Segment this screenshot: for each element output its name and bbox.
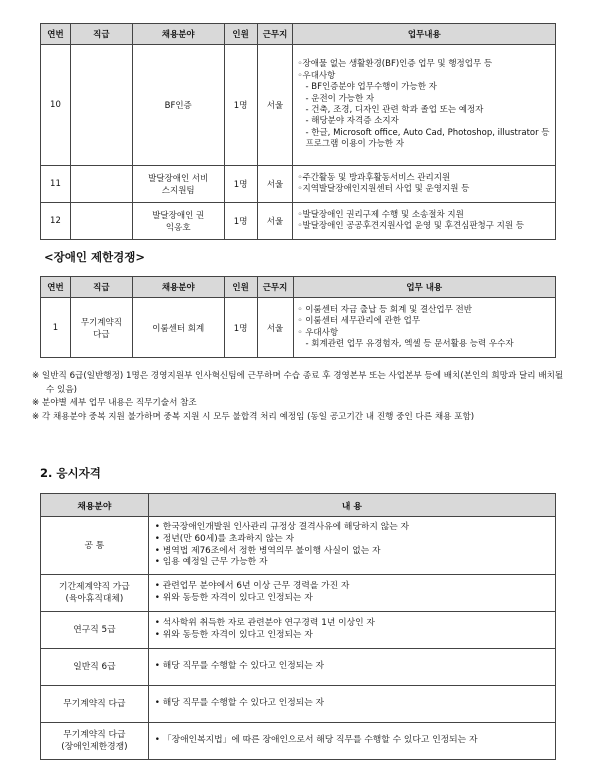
qual-content bbox=[148, 686, 555, 723]
row-count: 1명 bbox=[224, 203, 257, 240]
row-no: 11 bbox=[41, 166, 71, 203]
qual-field-label: 무기계약직 다급 bbox=[63, 699, 126, 709]
row-place: 서울 bbox=[257, 298, 293, 358]
row-field: BF인증 bbox=[132, 45, 224, 166]
table-row bbox=[41, 45, 556, 166]
row-place: 서울 bbox=[257, 45, 293, 166]
row-count: 1명 bbox=[224, 298, 257, 358]
qual-item: • 관련업무 분야에서 6년 이상 근무 경력을 가진 자 bbox=[154, 581, 350, 592]
qual-field bbox=[41, 649, 149, 686]
qual-item: • 한국장애인개발원 인사관리 규정상 결격사유에 해당하지 않는 자 bbox=[154, 522, 410, 533]
header-count: 인원 bbox=[224, 277, 257, 298]
qual-field bbox=[41, 517, 149, 575]
table-row bbox=[41, 575, 556, 612]
note-item: ※ 분야별 세부 업무 내용은 직무기술서 참조 bbox=[32, 398, 197, 408]
row-field: 발달장애인 서비스지원팀 bbox=[132, 166, 224, 203]
qual-item: • 석사학위 취득한 자로 관련분야 연구경력 1년 이상인 자 bbox=[154, 618, 375, 629]
duty-line: ◦ 이룸센터 자금 출납 등 회계 및 결산업무 전반 bbox=[297, 304, 472, 315]
row-duties bbox=[293, 203, 556, 240]
qual-field-label: 기간제계약직 가급 bbox=[59, 582, 130, 592]
row-no: 1 bbox=[41, 298, 71, 358]
qual-content bbox=[148, 517, 555, 575]
row-duties bbox=[293, 166, 556, 203]
duty-line: - BF인증분야 업무수행이 가능한 자 bbox=[305, 82, 437, 93]
notes-block bbox=[32, 370, 564, 424]
row-no: 10 bbox=[41, 45, 71, 166]
table-row bbox=[41, 612, 556, 649]
table-row bbox=[41, 723, 556, 760]
duty-line: ◦ 우대사항 bbox=[297, 327, 339, 338]
header-no: 연번 bbox=[41, 24, 71, 45]
qual-item: • 「장애인복지법」에 따른 장애인으로서 해당 직무를 수행할 수 있다고 인정되는 자 bbox=[154, 735, 478, 746]
qual-field bbox=[41, 612, 149, 649]
row-duties bbox=[293, 298, 556, 358]
duty-line: ◦발달장애인 공공후견지원사업 운영 및 후견심판청구 지원 등 bbox=[297, 221, 524, 231]
note-item: ※ 각 채용분야 중복 지원 불가하며 중복 지원 시 모두 불합격 처리 예정임 (동일 공고기간 내 진행 중인 다른 채용 포함) bbox=[32, 411, 475, 422]
duty-line: ◦주간활동 및 방과후활동서비스 관리지원 bbox=[297, 172, 451, 183]
header-no: 연번 bbox=[41, 277, 71, 298]
row-field: 발달장애인 권익옹호 bbox=[132, 203, 224, 240]
header-grade: 직급 bbox=[70, 24, 132, 45]
qual-item: • 위와 동등한 자격이 있다고 인정되는 자 bbox=[154, 630, 313, 640]
table-row bbox=[41, 203, 556, 240]
header-place: 근무지 bbox=[257, 277, 293, 298]
table-header-row bbox=[41, 277, 556, 298]
qual-field bbox=[41, 575, 149, 612]
qual-content bbox=[148, 612, 555, 649]
qual-field bbox=[41, 723, 149, 760]
row-grade bbox=[70, 45, 132, 166]
section-restricted-heading: <장애인 제한경쟁> bbox=[44, 250, 146, 264]
duty-line: ◦ 이룸센터 세무관리에 관한 업무 bbox=[297, 316, 421, 327]
row-grade: 무기계약직 다급 bbox=[70, 298, 132, 358]
qual-field bbox=[41, 686, 149, 723]
duty-line: - 운전이 가능한 자 bbox=[305, 93, 375, 104]
row-place: 서울 bbox=[257, 166, 293, 203]
qual-field-label: 무기계약직 다급 bbox=[63, 730, 126, 740]
qual-item: • 병역법 제76조에서 정한 병역의무 불이행 사실이 없는 자 bbox=[154, 545, 381, 556]
row-count: 1명 bbox=[224, 166, 257, 203]
restricted-recruitment-table bbox=[40, 276, 556, 358]
duty-line: ◦지역발달장애인지원센터 사업 및 운영지원 등 bbox=[297, 184, 470, 194]
header-content: 내 용 bbox=[148, 494, 555, 517]
header-grade: 직급 bbox=[70, 277, 132, 298]
qual-field-sublabel: (육아휴직대체) bbox=[65, 594, 124, 604]
qual-item: • 임용 예정일 근무 가능한 자 bbox=[154, 557, 268, 568]
qual-field-label: 공 통 bbox=[84, 540, 105, 551]
duty-line: - 회계관련 업무 유경험자, 엑셀 등 문서활용 능력 우수자 bbox=[305, 338, 514, 349]
duty-line: - 해당분야 자격증 소지자 bbox=[305, 116, 399, 127]
header-count: 인원 bbox=[224, 24, 257, 45]
duty-line: ◦우대사항 bbox=[297, 70, 336, 81]
row-count: 1명 bbox=[224, 45, 257, 166]
row-duties bbox=[293, 45, 556, 166]
table-row bbox=[41, 686, 556, 723]
table-row bbox=[41, 298, 556, 358]
row-no: 12 bbox=[41, 203, 71, 240]
table-row bbox=[41, 166, 556, 203]
duty-line: - 한글, Microsoft office, Auto Cad, Photoshop, illustrator 등 프로그램 이용이 가능한 자 bbox=[305, 127, 550, 150]
qual-content bbox=[148, 723, 555, 760]
header-duties: 업무 내용 bbox=[293, 277, 556, 298]
duty-line: - 건축, 조경, 디자인 관련 학과 졸업 또는 예정자 bbox=[305, 105, 484, 115]
row-grade bbox=[70, 166, 132, 203]
table-header-row bbox=[41, 494, 556, 517]
table-row bbox=[41, 517, 556, 575]
table-header-row bbox=[41, 24, 556, 45]
row-grade bbox=[70, 203, 132, 240]
qual-item: • 해당 직무를 수행할 수 있다고 인정되는 자 bbox=[154, 698, 325, 709]
qual-item: • 위와 동등한 자격이 있다고 인정되는 자 bbox=[154, 593, 313, 603]
qual-field-label: 연구직 5급 bbox=[73, 625, 116, 635]
qual-field-label: 일반직 6급 bbox=[73, 662, 116, 672]
qual-item: • 해당 직무를 수행할 수 있다고 인정되는 자 bbox=[154, 661, 325, 672]
qual-item: • 정년(만 60세)를 초과하지 않는 자 bbox=[154, 533, 294, 544]
qual-content bbox=[148, 575, 555, 612]
qualifications-table bbox=[40, 493, 556, 760]
duty-line: ◦발달장애인 권리구제 수행 및 소송절차 지원 bbox=[297, 209, 464, 220]
qual-field-sublabel: (장애인제한경쟁) bbox=[61, 742, 128, 752]
header-field: 채용분야 bbox=[132, 24, 224, 45]
header-place: 근무지 bbox=[257, 24, 293, 45]
recruitment-table bbox=[40, 23, 556, 240]
row-place: 서울 bbox=[257, 203, 293, 240]
table-row bbox=[41, 649, 556, 686]
header-field: 채용분야 bbox=[41, 494, 149, 517]
header-field: 채용분야 bbox=[132, 277, 224, 298]
duty-line: ◦장애물 없는 생활환경(BF)인증 업무 및 행정업무 등 bbox=[297, 59, 493, 70]
note-item: ※ 일반직 6급(일반행정) 1명은 경영지원부 인사혁신팀에 근무하며 수습 종료 후 경영본부 또는 사업본부 등에 배치(본인의 희망과 달리 배치될 수 있음) bbox=[32, 371, 564, 395]
qual-content bbox=[148, 649, 555, 686]
section-2-heading: 2. 응시자격 bbox=[40, 466, 101, 480]
row-field: 이룸센터 회계 bbox=[132, 298, 224, 358]
header-duties: 업무내용 bbox=[293, 24, 556, 45]
